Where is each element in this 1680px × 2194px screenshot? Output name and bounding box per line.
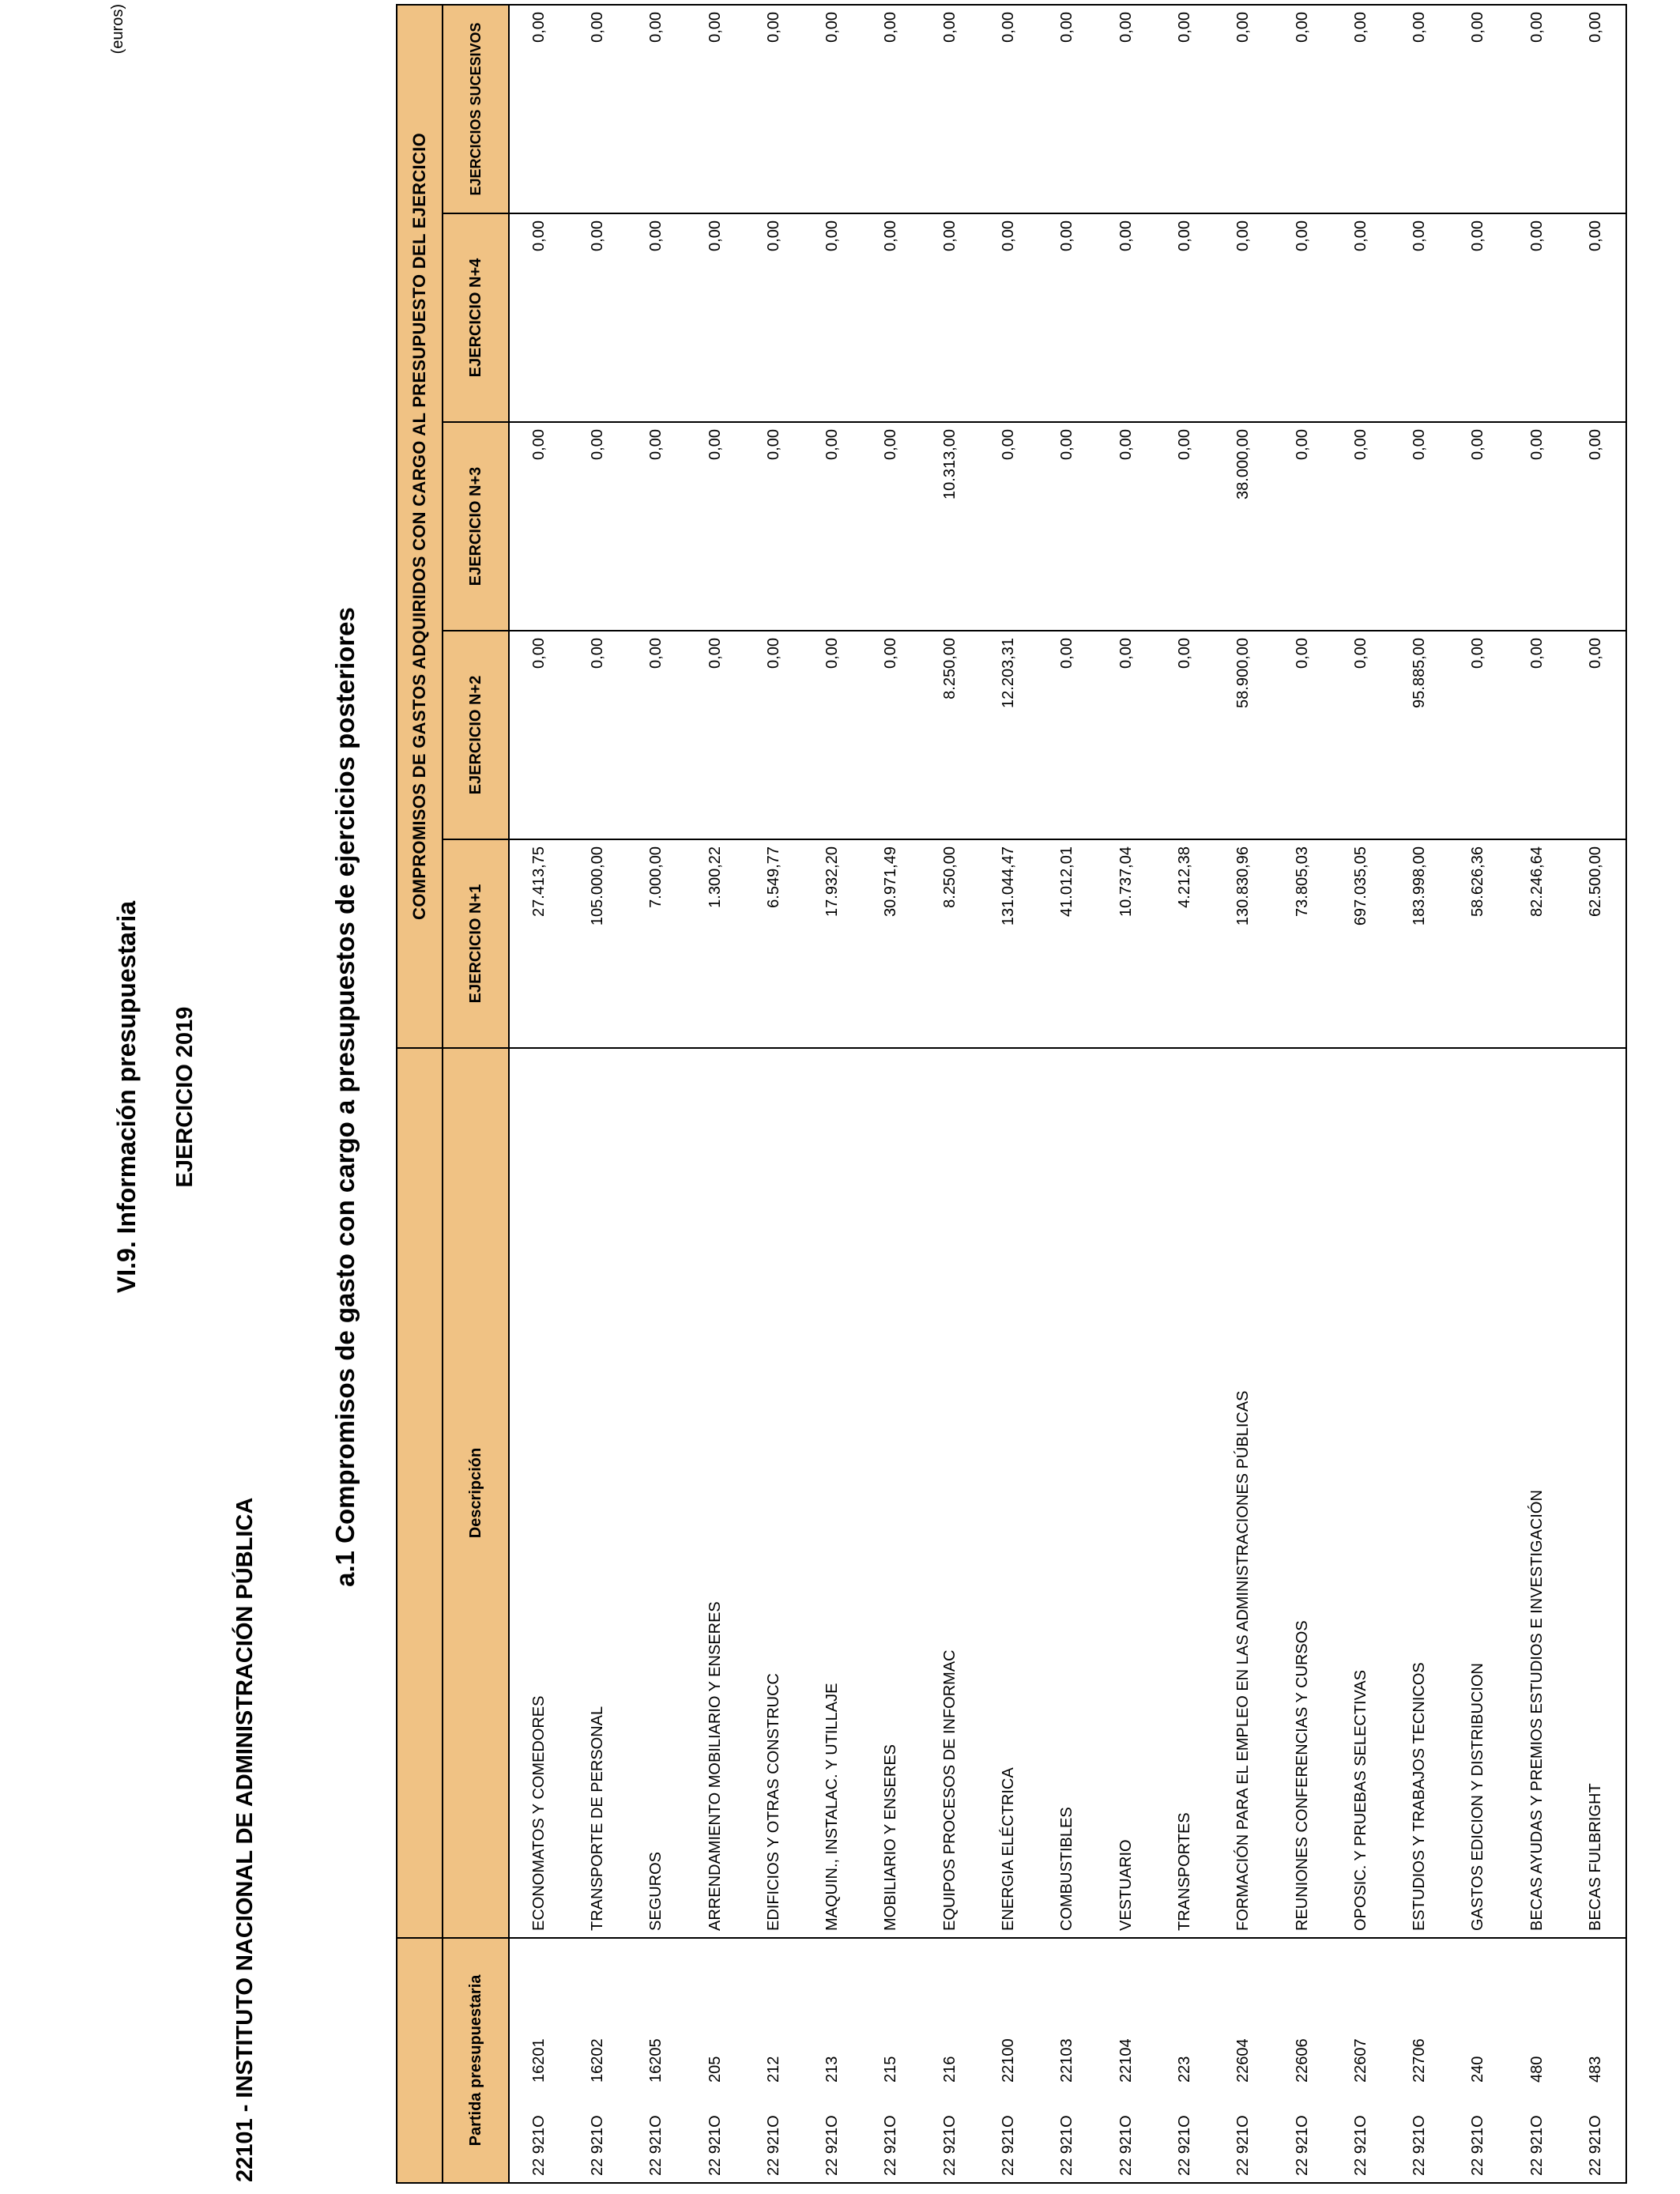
- cell-sucesivos: 0,00: [1566, 5, 1625, 213]
- cell-n1: 697.035,05: [1332, 839, 1390, 1048]
- program-code: 22 921O: [1175, 2115, 1193, 2176]
- cell-descripcion: SEGUROS: [627, 1048, 686, 1938]
- cell-descripcion: ECONOMATOS Y COMEDORES: [509, 1048, 568, 1938]
- cell-n4: 0,00: [1155, 213, 1214, 422]
- cell-n2: 0,00: [744, 631, 803, 839]
- cell-n1: 131.044,47: [979, 839, 1038, 1048]
- table-row: [979, 5, 1038, 2183]
- cell-sucesivos: 0,00: [686, 5, 744, 213]
- cell-sucesivos: 0,00: [1097, 5, 1155, 213]
- cell-sucesivos: 0,00: [1273, 5, 1332, 213]
- cell-n3: 0,00: [803, 422, 861, 631]
- program-code: 22 921O: [647, 2115, 665, 2176]
- table-row: [1273, 5, 1332, 2183]
- cell-n4: 0,00: [1097, 213, 1155, 422]
- cell-n1: 4.212,38: [1155, 839, 1214, 1048]
- concept-code: 22706: [1411, 2038, 1429, 2083]
- cell-partida: [862, 1938, 921, 2183]
- cell-descripcion: FORMACIÓN PARA EL EMPLEO EN LAS ADMINISTRACIONES PÚBLICAS: [1215, 1048, 1273, 1938]
- table-row: [862, 5, 921, 2183]
- cell-partida: [921, 1938, 979, 2183]
- cell-sucesivos: 0,00: [921, 5, 979, 213]
- program-code: 22 921O: [764, 2115, 782, 2176]
- cell-n1: 105.000,00: [568, 839, 627, 1048]
- column-header-partida: Partida presupuestaria: [443, 1938, 509, 2183]
- cell-descripcion: GASTOS EDICION Y DISTRIBUCION: [1449, 1048, 1508, 1938]
- table-row: [1155, 5, 1214, 2183]
- cell-n2: 0,00: [1449, 631, 1508, 839]
- concept-code: 22604: [1234, 2038, 1252, 2083]
- cell-n4: 0,00: [921, 213, 979, 422]
- cell-n3: 0,00: [1097, 422, 1155, 631]
- concept-code: 16202: [588, 2038, 606, 2083]
- program-code: 22 921O: [1351, 2115, 1369, 2176]
- header-blank: [397, 1938, 443, 2183]
- cell-n1: 30.971,49: [862, 839, 921, 1048]
- cell-partida: [1097, 1938, 1155, 2183]
- cell-n3: 0,00: [744, 422, 803, 631]
- cell-n1: 73.805,03: [1273, 839, 1332, 1048]
- cell-descripcion: TRANSPORTES: [1155, 1048, 1214, 1938]
- cell-n4: 0,00: [1508, 213, 1566, 422]
- table-row: [1390, 5, 1448, 2183]
- cell-n2: 0,00: [686, 631, 744, 839]
- concept-code: 480: [1527, 2056, 1546, 2083]
- cell-sucesivos: 0,00: [509, 5, 568, 213]
- cell-descripcion: TRANSPORTE DE PERSONAL: [568, 1048, 627, 1938]
- program-code: 22 921O: [1234, 2115, 1252, 2176]
- concept-code: 22607: [1351, 2038, 1369, 2083]
- cell-n4: 0,00: [803, 213, 861, 422]
- cell-n1: 183.998,00: [1390, 839, 1448, 1048]
- column-header-n4: EJERCICIO N+4: [443, 213, 509, 422]
- table-row: [686, 5, 744, 2183]
- program-code: 22 921O: [1527, 2115, 1546, 2176]
- table-row: [803, 5, 861, 2183]
- cell-partida: [1038, 1938, 1097, 2183]
- cell-n3: 0,00: [568, 422, 627, 631]
- cell-n1: 62.500,00: [1566, 839, 1625, 1048]
- cell-n1: 41.012,01: [1038, 839, 1097, 1048]
- cell-n1: 7.000,00: [627, 839, 686, 1048]
- cell-partida: [1508, 1938, 1566, 2183]
- cell-n4: 0,00: [1273, 213, 1332, 422]
- column-header-n3: EJERCICIO N+3: [443, 422, 509, 631]
- program-code: 22 921O: [1469, 2115, 1487, 2176]
- cell-sucesivos: 0,00: [744, 5, 803, 213]
- cell-descripcion: REUNIONES CONFERENCIAS Y CURSOS: [1273, 1048, 1332, 1938]
- cell-descripcion: BECAS AYUDAS Y PREMIOS ESTUDIOS E INVESTIGACIÓN: [1508, 1048, 1566, 1938]
- cell-n1: 1.300,22: [686, 839, 744, 1048]
- cell-n4: 0,00: [862, 213, 921, 422]
- cell-n2: 0,00: [1273, 631, 1332, 839]
- concept-code: 223: [1175, 2056, 1193, 2083]
- table-row: [744, 5, 803, 2183]
- cell-n2: 0,00: [862, 631, 921, 839]
- cell-partida: [1449, 1938, 1508, 2183]
- cell-n1: 58.626,36: [1449, 839, 1508, 1048]
- column-header-n1: EJERCICIO N+1: [443, 839, 509, 1048]
- table-body: [509, 5, 1626, 2183]
- cell-n3: 0,00: [1038, 422, 1097, 631]
- cell-n4: 0,00: [686, 213, 744, 422]
- cell-partida: [686, 1938, 744, 2183]
- table-row: [1097, 5, 1155, 2183]
- cell-sucesivos: 0,00: [1038, 5, 1097, 213]
- cell-n4: 0,00: [1332, 213, 1390, 422]
- program-code: 22 921O: [1000, 2115, 1018, 2176]
- cell-n3: 0,00: [1332, 422, 1390, 631]
- column-header-sucesivos: EJERCICIOS SUCESIVOS: [443, 5, 509, 213]
- cell-n3: 0,00: [1508, 422, 1566, 631]
- cell-n4: 0,00: [1449, 213, 1508, 422]
- concept-code: 22606: [1293, 2038, 1311, 2083]
- cell-n3: 0,00: [686, 422, 744, 631]
- cell-n2: 0,00: [568, 631, 627, 839]
- cell-n3: 0,00: [862, 422, 921, 631]
- table-row: [568, 5, 627, 2183]
- cell-n3: 0,00: [509, 422, 568, 631]
- table-row: [921, 5, 979, 2183]
- program-code: 22 921O: [1058, 2115, 1076, 2176]
- currency-units: (euros): [109, 4, 126, 55]
- cell-sucesivos: 0,00: [862, 5, 921, 213]
- table-row: [1449, 5, 1508, 2183]
- cell-n2: 0,00: [1038, 631, 1097, 839]
- concept-code: 22100: [1000, 2038, 1018, 2083]
- section-title: a.1 Compromisos de gasto con cargo a presupuestos de ejercicios posteriores: [330, 607, 360, 1587]
- cell-sucesivos: 0,00: [627, 5, 686, 213]
- cell-descripcion: EDIFICIOS Y OTRAS CONSTRUCC: [744, 1048, 803, 1938]
- cell-sucesivos: 0,00: [1390, 5, 1448, 213]
- column-header-n2: EJERCICIO N+2: [443, 631, 509, 839]
- program-code: 22 921O: [823, 2115, 842, 2176]
- cell-descripcion: EQUIPOS PROCESOS DE INFORMAC: [921, 1048, 979, 1938]
- cell-n4: 0,00: [509, 213, 568, 422]
- cell-n1: 6.549,77: [744, 839, 803, 1048]
- cell-descripcion: ARRENDAMIENTO MOBILIARIO Y ENSERES: [686, 1048, 744, 1938]
- table-row: [1332, 5, 1390, 2183]
- cell-descripcion: ESTUDIOS Y TRABAJOS TECNICOS: [1390, 1048, 1448, 1938]
- program-code: 22 921O: [940, 2115, 959, 2176]
- cell-partida: [1215, 1938, 1273, 2183]
- concept-code: 22103: [1058, 2038, 1076, 2083]
- program-code: 22 921O: [1411, 2115, 1429, 2176]
- cell-n2: 12.203,31: [979, 631, 1038, 839]
- table-row: [1508, 5, 1566, 2183]
- cell-partida: [979, 1938, 1038, 2183]
- cell-sucesivos: 0,00: [1449, 5, 1508, 213]
- table-row: [509, 5, 568, 2183]
- program-code: 22 921O: [529, 2115, 548, 2176]
- cell-n2: 0,00: [1508, 631, 1566, 839]
- cell-descripcion: COMBUSTIBLES: [1038, 1048, 1097, 1938]
- cell-n1: 82.246,64: [1508, 839, 1566, 1048]
- concept-code: 205: [706, 2056, 724, 2083]
- cell-partida: [1155, 1938, 1214, 2183]
- cell-n4: 0,00: [627, 213, 686, 422]
- cell-sucesivos: 0,00: [568, 5, 627, 213]
- cell-n2: 0,00: [1332, 631, 1390, 839]
- table-row: [627, 5, 686, 2183]
- fiscal-year-title: EJERCICIO 2019: [172, 1006, 198, 1188]
- cell-n1: 27.413,75: [509, 839, 568, 1048]
- cell-descripcion: MAQUIN., INSTALAC. Y UTILLAJE: [803, 1048, 861, 1938]
- cell-n4: 0,00: [1390, 213, 1448, 422]
- column-header-descripcion: Descripción: [443, 1048, 509, 1938]
- cell-partida: [1273, 1938, 1332, 2183]
- cell-n3: 38.000,00: [1215, 422, 1273, 631]
- cell-n2: 0,00: [1155, 631, 1214, 839]
- program-code: 22 921O: [1586, 2115, 1604, 2176]
- cell-descripcion: ENERGIA ELÉCTRICA: [979, 1048, 1038, 1938]
- concept-code: 240: [1469, 2056, 1487, 2083]
- cell-n2: 8.250,00: [921, 631, 979, 839]
- cell-sucesivos: 0,00: [979, 5, 1038, 213]
- cell-n3: 0,00: [1566, 422, 1625, 631]
- cell-n1: 8.250,00: [921, 839, 979, 1048]
- cell-n2: 0,00: [1566, 631, 1625, 839]
- cell-n4: 0,00: [1566, 213, 1625, 422]
- cell-sucesivos: 0,00: [1215, 5, 1273, 213]
- cell-sucesivos: 0,00: [1508, 5, 1566, 213]
- commitments-table: [396, 4, 1627, 2184]
- cell-n2: 0,00: [1097, 631, 1155, 839]
- cell-descripcion: VESTUARIO: [1097, 1048, 1155, 1938]
- cell-partida: [744, 1938, 803, 2183]
- table-row: [1038, 5, 1097, 2183]
- cell-partida: [803, 1938, 861, 2183]
- table-row: [1566, 5, 1625, 2183]
- organization-title: 22101 - INSTITUTO NACIONAL DE ADMINISTRACIÓN PÚBLICA: [232, 1497, 258, 2182]
- cell-n3: 0,00: [1449, 422, 1508, 631]
- cell-n3: 10.313,00: [921, 422, 979, 631]
- header-blank: [397, 1048, 443, 1938]
- cell-n1: 10.737,04: [1097, 839, 1155, 1048]
- cell-descripcion: BECAS FULBRIGHT: [1566, 1048, 1625, 1938]
- cell-descripcion: OPOSIC. Y PRUEBAS SELECTIVAS: [1332, 1048, 1390, 1938]
- program-code: 22 921O: [1117, 2115, 1135, 2176]
- concept-code: 215: [882, 2056, 900, 2083]
- cell-sucesivos: 0,00: [1155, 5, 1214, 213]
- cell-n1: 17.932,20: [803, 839, 861, 1048]
- cell-partida: [1332, 1938, 1390, 2183]
- cell-n2: 58.900,00: [1215, 631, 1273, 839]
- cell-n3: 0,00: [627, 422, 686, 631]
- concept-code: 213: [823, 2056, 842, 2083]
- cell-n3: 0,00: [1390, 422, 1448, 631]
- cell-n4: 0,00: [979, 213, 1038, 422]
- cell-n4: 0,00: [1038, 213, 1097, 422]
- concept-code: 483: [1586, 2056, 1604, 2083]
- group-header: COMPROMISOS DE GASTOS ADQUIRIDOS CON CARGO AL PRESUPUESTO DEL EJERCICIO: [397, 5, 443, 1048]
- concept-code: 212: [764, 2056, 782, 2083]
- concept-code: 16201: [529, 2038, 548, 2083]
- page-title: VI.9. Información presupuestaria: [112, 900, 141, 1294]
- cell-partida: [1390, 1938, 1448, 2183]
- cell-n2: 0,00: [627, 631, 686, 839]
- program-code: 22 921O: [1293, 2115, 1311, 2176]
- program-code: 22 921O: [882, 2115, 900, 2176]
- cell-n4: 0,00: [744, 213, 803, 422]
- cell-partida: [509, 1938, 568, 2183]
- cell-partida: [568, 1938, 627, 2183]
- cell-n2: 95.885,00: [1390, 631, 1448, 839]
- cell-descripcion: MOBILIARIO Y ENSERES: [862, 1048, 921, 1938]
- cell-partida: [627, 1938, 686, 2183]
- cell-n4: 0,00: [568, 213, 627, 422]
- cell-n3: 0,00: [1273, 422, 1332, 631]
- cell-sucesivos: 0,00: [1332, 5, 1390, 213]
- concept-code: 22104: [1117, 2038, 1135, 2083]
- cell-n4: 0,00: [1215, 213, 1273, 422]
- cell-n2: 0,00: [509, 631, 568, 839]
- cell-partida: [1566, 1938, 1625, 2183]
- cell-n2: 0,00: [803, 631, 861, 839]
- cell-sucesivos: 0,00: [803, 5, 861, 213]
- concept-code: 216: [940, 2056, 959, 2083]
- table-row: [1215, 5, 1273, 2183]
- program-code: 22 921O: [706, 2115, 724, 2176]
- cell-n1: 130.830,96: [1215, 839, 1273, 1048]
- concept-code: 16205: [647, 2038, 665, 2083]
- program-code: 22 921O: [588, 2115, 606, 2176]
- cell-n3: 0,00: [1155, 422, 1214, 631]
- cell-n3: 0,00: [979, 422, 1038, 631]
